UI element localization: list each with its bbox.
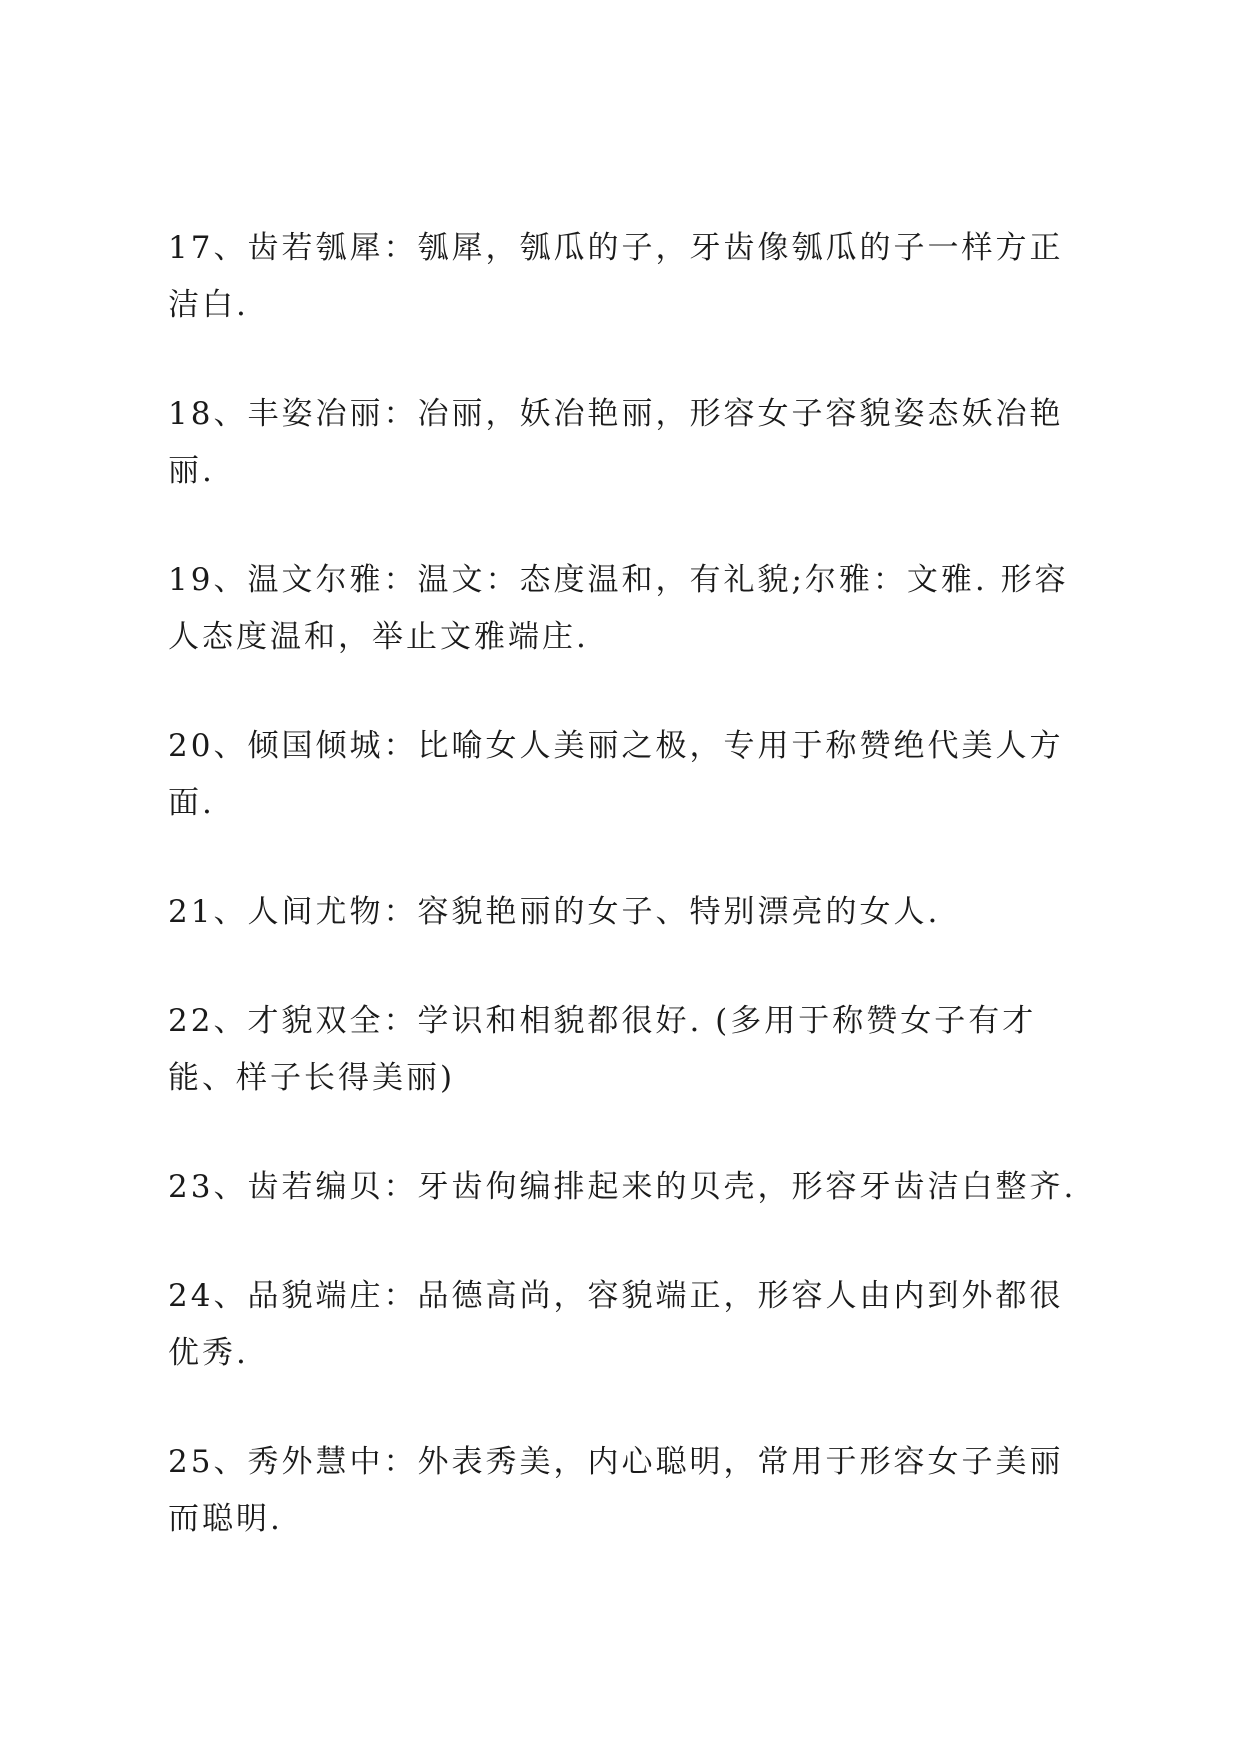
entry-23: 23、齿若编贝：牙齿佝编排起来的贝壳，形容牙齿洁白整齐.	[168, 1169, 1077, 1205]
entry-24: 24、品貌端庄：品德高尚，容貌端正，形容人由内到外都很优秀.	[168, 1278, 1064, 1371]
entry-21: 21、人间尤物：容貌艳丽的女子、特别漂亮的女人.	[168, 894, 941, 930]
entry-list	[168, 220, 1088, 1600]
entry-18: 18、丰姿冶丽：冶丽，妖冶艳丽，形容女子容貌姿态妖冶艳丽.	[168, 396, 1064, 489]
entry-19: 19、温文尔雅：温文：态度温和，有礼貌;尔雅：文雅. 形容人态度温和，举止文雅端庄.	[168, 562, 1069, 655]
entry-25: 25、秀外慧中：外表秀美，内心聪明，常用于形容女子美丽而聪明.	[168, 1444, 1064, 1537]
entry-20: 20、倾国倾城：比喻女人美丽之极，专用于称赞绝代美人方面.	[168, 728, 1064, 821]
entry-17: 17、齿若瓠犀：瓠犀，瓠瓜的子，牙齿像瓠瓜的子一样方正洁白.	[168, 230, 1064, 323]
entry-22: 22、才貌双全：学识和相貌都很好. (多用于称赞女子有才能、样子长得美丽)	[168, 1003, 1037, 1096]
